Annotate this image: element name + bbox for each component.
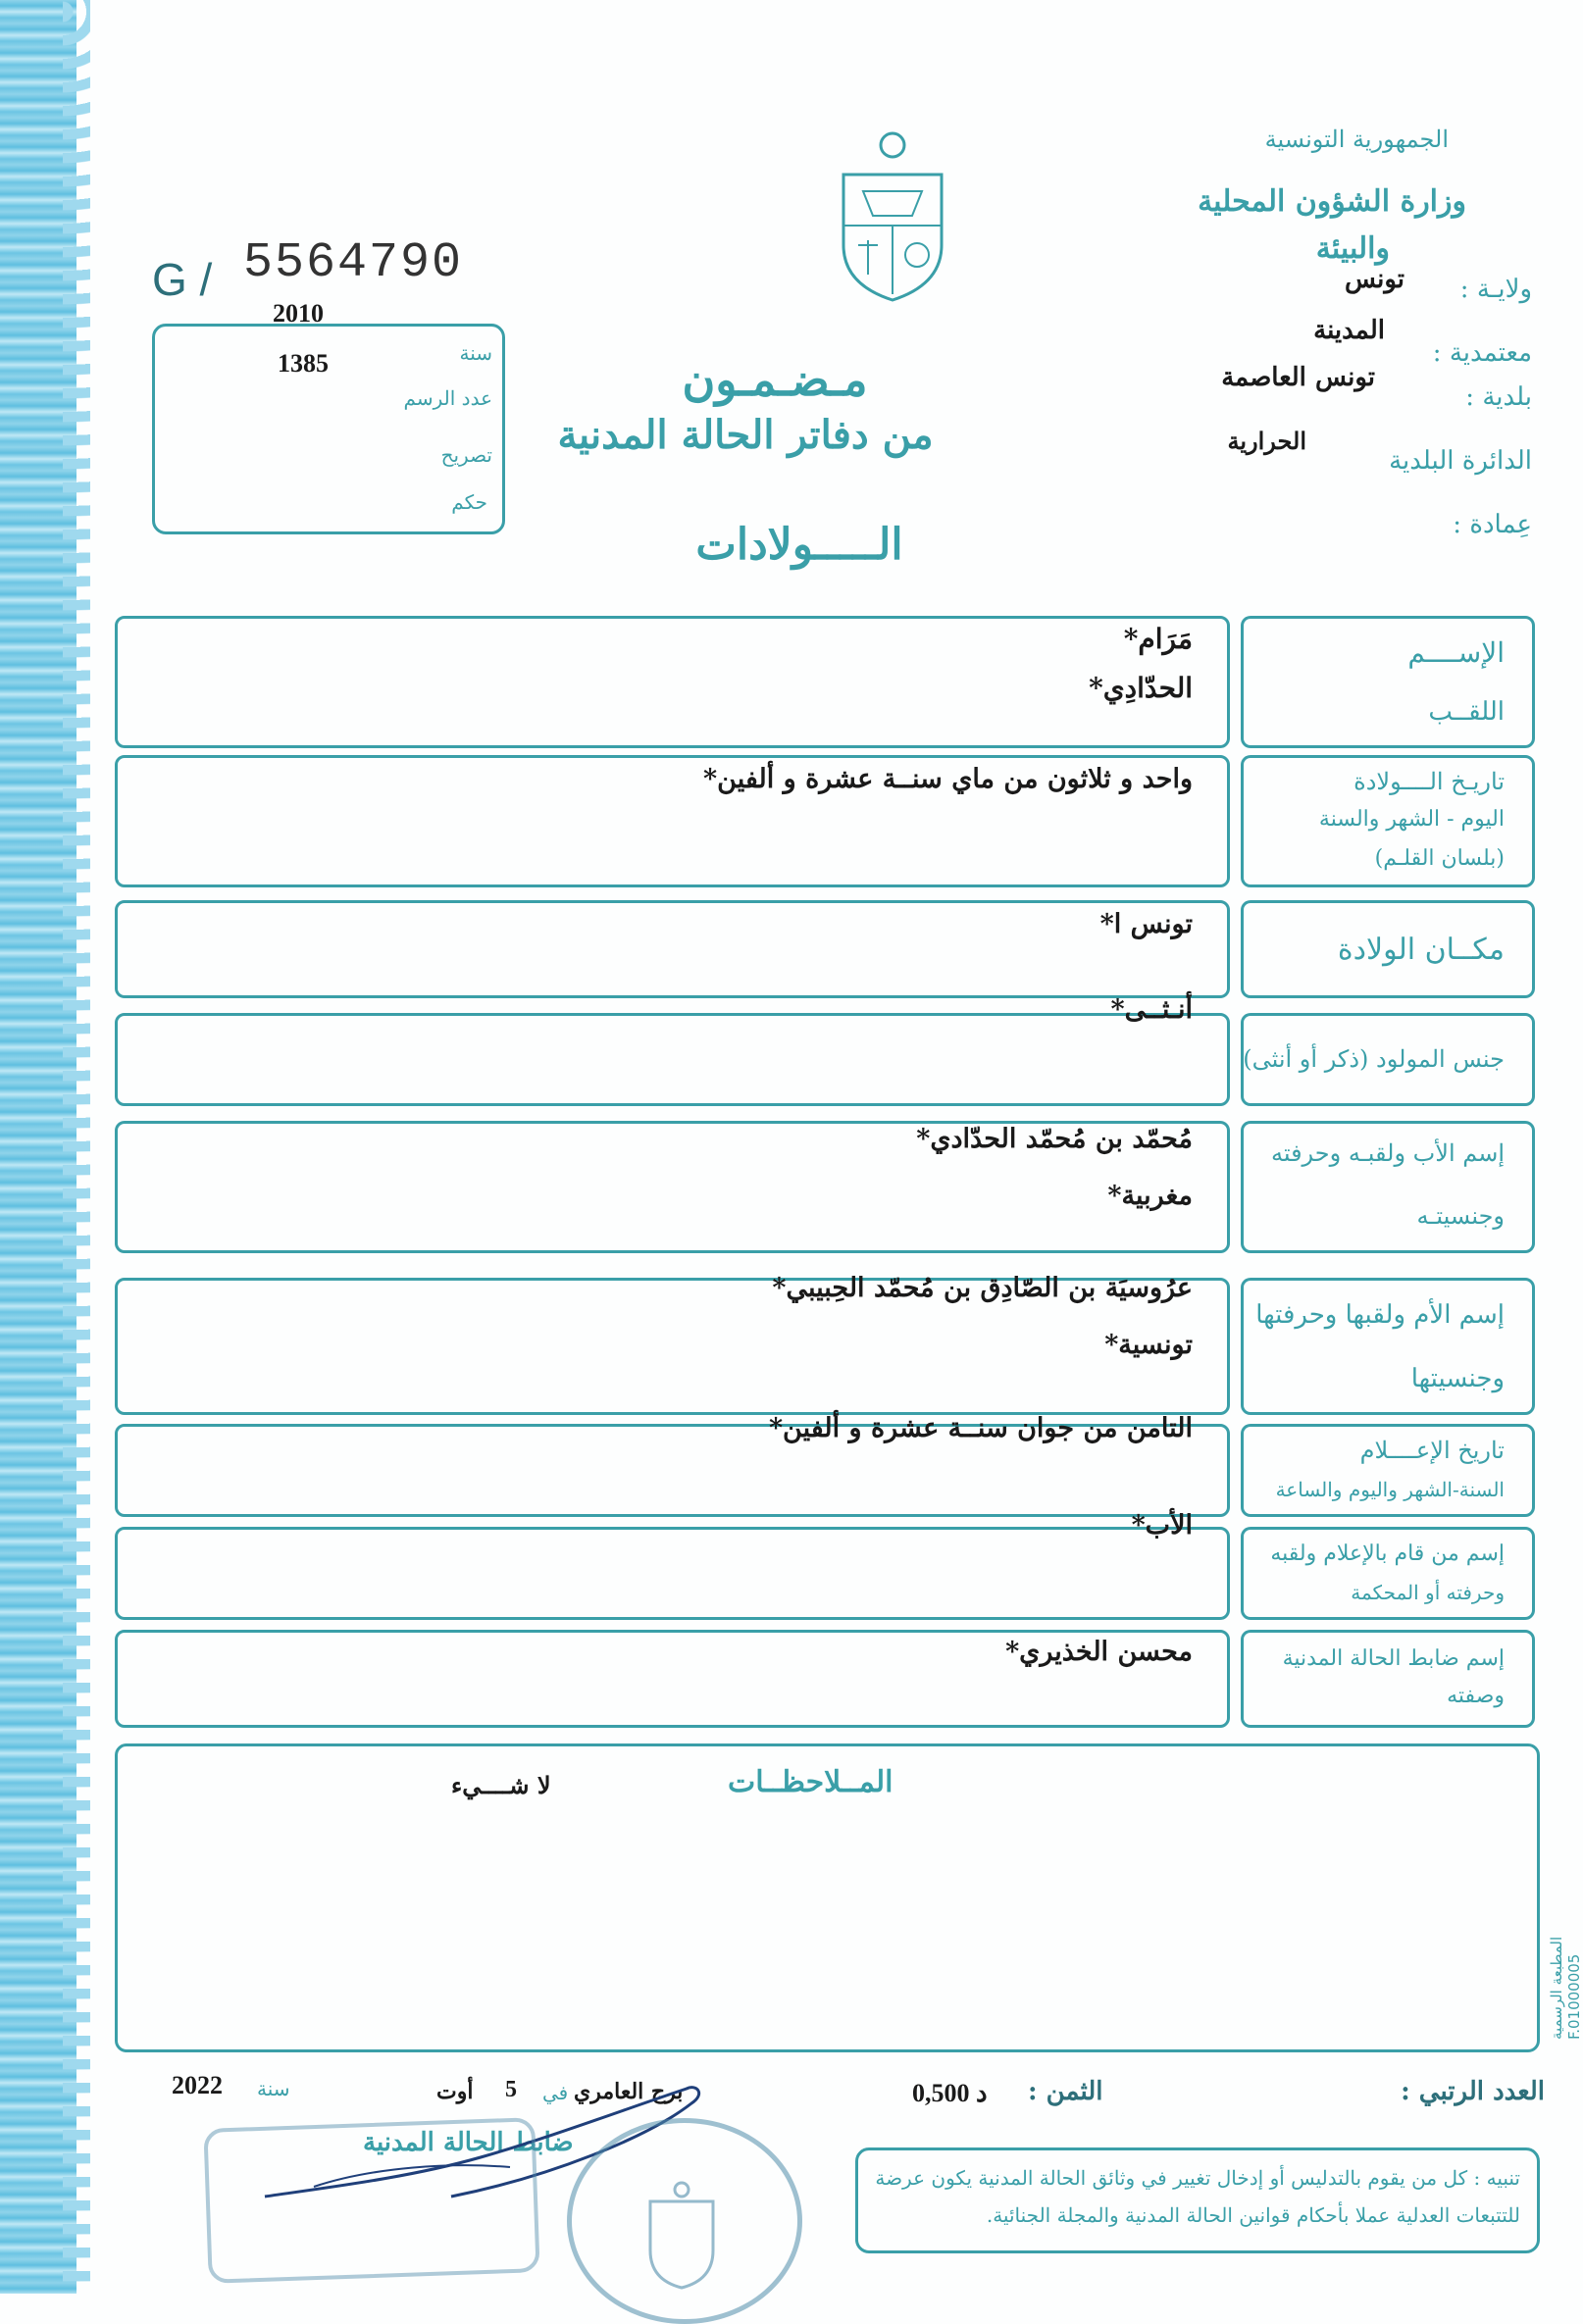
stamp-emblem	[642, 2182, 721, 2290]
mother-label: إسم الأم ولقبها وحرفتها	[1255, 1300, 1505, 1330]
issue-year-value: 2022	[172, 2071, 223, 2099]
district-label: الدائرة البلدية	[1389, 446, 1532, 476]
officer-value: محسن الخذيري*	[1005, 1637, 1193, 1667]
wilaya-value: تونس	[1344, 265, 1404, 294]
registry-year-label: سنة	[459, 341, 492, 365]
decorative-side-border	[0, 0, 77, 2294]
issue-month-value: أوت	[436, 2079, 474, 2104]
declaration-date-sub-label: السنة-الشهر واليوم والساعة	[1275, 1478, 1505, 1501]
birth-date-value-box	[115, 755, 1230, 887]
registry-year-value: 2010	[273, 299, 324, 328]
registry-number-label: عدد الرسم	[403, 386, 492, 410]
father-nationality-label: وجنسيتـه	[1416, 1202, 1505, 1230]
ministry-line1: وزارة الشؤون المحلية	[1198, 184, 1466, 219]
issue-on-label: في	[542, 2081, 569, 2104]
notice-text: تنبيه : كل من يقوم بالتدليس أو إدخال تغيير في وثائق الحالة المدنية يكون عرضة للتتبعات العدلية عملا بأحكام قوانين الحالة المدنية والمجلة الجنائية.	[875, 2166, 1520, 2227]
declarant-label-box	[1241, 1527, 1535, 1620]
serial-order-label: العدد الرتبي :	[1401, 2077, 1545, 2106]
declaration-date-value: التامن من جوان سنــة عشرة و ألفين*	[768, 1413, 1193, 1443]
birth-date-value: واحد و ثلاثون من ماي سنــة عشرة و ألفين*	[703, 764, 1193, 794]
declaration-date-value-box	[115, 1413, 1230, 1517]
father-label: إسم الأب ولقبـه وحرفته	[1270, 1139, 1505, 1167]
declaration-date-label: تاريخ الإعــــلام	[1359, 1437, 1505, 1464]
republic-label: الجمهورية التونسية	[1264, 126, 1449, 153]
birth-date-label: تاريـخ الــــولادة	[1353, 768, 1505, 795]
sex-value-box	[115, 994, 1230, 1106]
printer-name: المطبعة الرسمية	[1548, 1936, 1565, 2040]
first-name-value: مَرَام*	[1123, 623, 1193, 655]
birth-place-label: مكــان الولادة	[1337, 933, 1505, 967]
delegation-label: معتمدية :	[1432, 338, 1532, 368]
officer-label-box	[1241, 1630, 1535, 1728]
registry-judgment-label: حكم	[451, 490, 487, 514]
officer-signature-label: ضابط الحالة المدنية	[363, 2128, 574, 2157]
mother-nationality-value: تونسية*	[1104, 1330, 1193, 1360]
birth-date-label-box	[1241, 755, 1535, 887]
officer-value-box	[115, 1630, 1230, 1728]
sex-value: أنـثــى*	[1110, 994, 1193, 1025]
declarant-label: إسم من قام بالإعلام ولقبه	[1270, 1541, 1505, 1566]
municipality-label: بلدية :	[1465, 382, 1532, 412]
document-subtitle: من دفاتر الحالة المدنية	[557, 412, 934, 458]
remarks-label: المــلاحظــات	[728, 1765, 894, 1799]
declarant-value-box	[115, 1510, 1230, 1620]
father-value-box	[115, 1121, 1230, 1253]
birth-place-value: تونس ا*	[1099, 909, 1193, 939]
wilaya-label: ولايـة :	[1459, 275, 1532, 304]
sex-label-box	[1241, 1013, 1535, 1106]
birth-date-sub-label: اليوم - الشهر والسنة	[1318, 807, 1505, 832]
last-name-value: الحدّادِي*	[1089, 672, 1193, 704]
issue-year-label: سنة	[257, 2077, 290, 2100]
document-title: مـضـمـون	[682, 353, 868, 406]
printer-label	[1548, 1863, 1583, 2040]
district-value: الحرارية	[1227, 427, 1306, 455]
mother-label-box	[1241, 1278, 1535, 1415]
birth-place-value-box	[115, 900, 1230, 998]
father-label-box	[1241, 1121, 1535, 1253]
declarant-sub-label: وحرفته أو المحكمة	[1351, 1581, 1505, 1604]
first-name-label: الإســــم	[1407, 636, 1505, 669]
printer-code: F.01000005	[1565, 1953, 1583, 2040]
officer-label: إسم ضابط الحالة المدنية	[1282, 1646, 1505, 1671]
municipality-value: تونس العاصمة	[1221, 363, 1375, 392]
rectangular-stamp	[203, 2117, 539, 2284]
serial-number: 5564790	[243, 235, 464, 291]
ministry-line2: والبيئة	[1315, 231, 1390, 266]
declaration-date-label-box	[1241, 1424, 1535, 1517]
officer-sub-label: وصفته	[1447, 1684, 1505, 1708]
issue-day-value: 5	[505, 2077, 517, 2102]
section-title: الـــــولادات	[695, 520, 903, 570]
birth-place-label-box	[1241, 900, 1535, 998]
mother-nationality-label: وجنسيتها	[1410, 1364, 1505, 1393]
registry-number-value: 1385	[278, 349, 329, 378]
imada-label: عِمادة :	[1453, 510, 1532, 539]
name-label-box	[1241, 616, 1535, 748]
price-value: 0,500 د	[912, 2079, 988, 2107]
serial-prefix: G /	[152, 254, 213, 305]
father-nationality-value: مغربية*	[1107, 1181, 1193, 1211]
sex-label: جنس المولود (ذكر أو أنثى)	[1243, 1045, 1505, 1073]
last-name-label: اللقــب	[1428, 697, 1505, 727]
mother-value: عرُوسيَة بن الصّادِق بن مُحمّد الحِبيبي*	[772, 1273, 1193, 1303]
birth-date-words-label: (بلسان القلـم)	[1374, 846, 1505, 871]
delegation-value: المدينة	[1313, 316, 1385, 345]
remarks-value: لا شــــيء	[451, 1771, 551, 1799]
registry-declaration-label: تصريح	[440, 443, 492, 467]
name-value-box	[115, 616, 1230, 748]
coat-of-arms-emblem	[834, 127, 951, 304]
mother-value-box	[115, 1273, 1230, 1415]
father-value: مُحمّد بن مُحمّد الحدّادي*	[916, 1124, 1193, 1154]
issue-place-value: برج العامري	[574, 2079, 684, 2104]
price-label: الثمن :	[1028, 2077, 1103, 2106]
declarant-value: الأب*	[1131, 1510, 1193, 1541]
